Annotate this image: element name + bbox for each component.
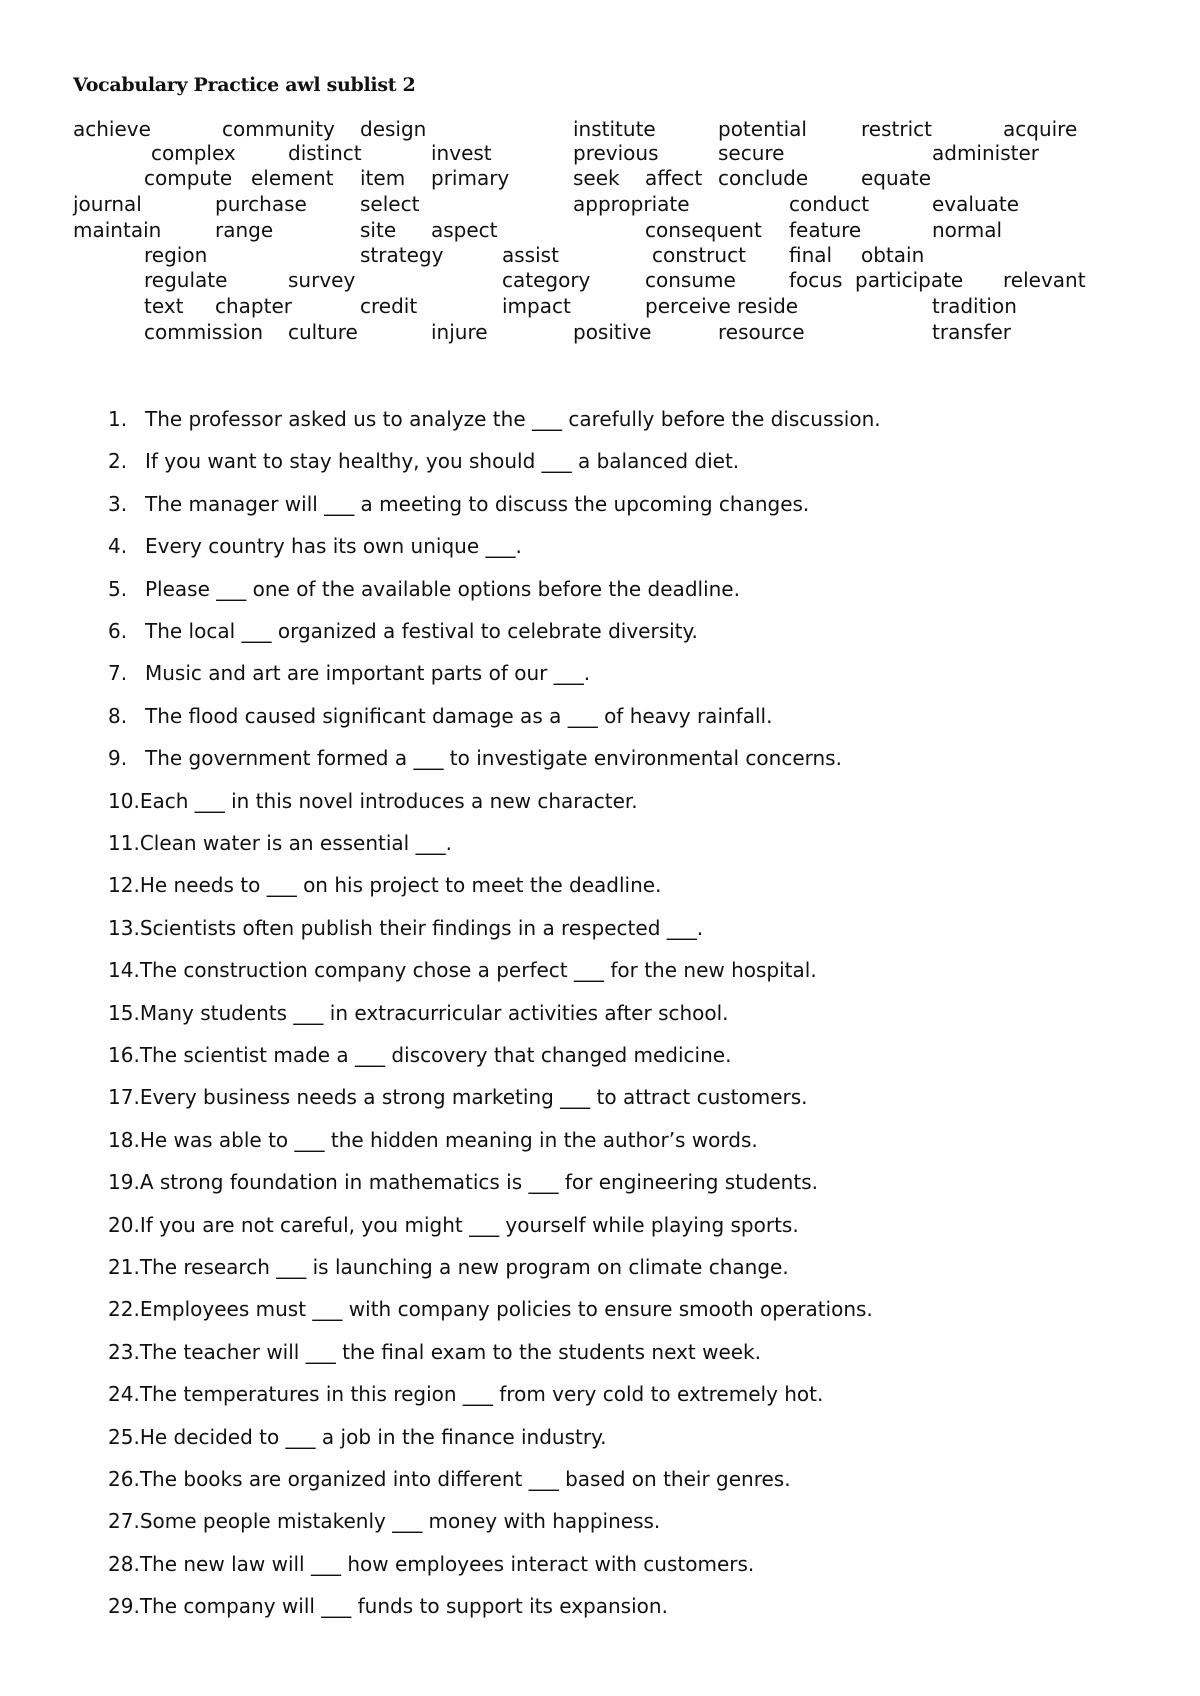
question-item <box>108 1085 808 1109</box>
question-number: 21. <box>108 1255 140 1279</box>
question-text: The research ___ is launching a new program on climate change. <box>139 1255 789 1279</box>
question-item <box>108 916 703 940</box>
word-bank-item: participate <box>855 268 964 292</box>
question-number: 17. <box>108 1085 140 1109</box>
word-bank-item: final <box>789 243 833 267</box>
question-text: Employees must ___ with company policies to ensure smooth operations. <box>139 1297 873 1321</box>
word-bank-item: administer <box>932 141 1040 165</box>
question-text: The scientist made a ___ discovery that changed medicine. <box>139 1043 732 1067</box>
question-number: 13. <box>108 916 140 940</box>
word-bank-item: community <box>222 117 335 141</box>
question-text: He was able to ___ the hidden meaning in the author’s words. <box>139 1128 758 1152</box>
question-item <box>108 619 698 643</box>
question-text: Scientists often publish their findings in a respected ___. <box>139 916 704 940</box>
question-number: 4. <box>108 534 128 558</box>
question-number: 22. <box>108 1297 140 1321</box>
word-bank-item: reside <box>737 294 799 318</box>
word-bank-item: positive <box>573 320 652 344</box>
question-number: 7. <box>108 661 128 685</box>
word-bank-item: aspect <box>431 218 498 242</box>
question-text: Music and art are important parts of our ___. <box>145 661 591 685</box>
question-text: Every country has its own unique ___. <box>145 534 522 558</box>
word-bank-item: site <box>360 218 397 242</box>
question-number: 25. <box>108 1425 140 1449</box>
word-bank-item: text <box>144 294 184 318</box>
word-bank-item: regulate <box>144 268 228 292</box>
word-bank-item: restrict <box>861 117 932 141</box>
word-bank-item: construct <box>652 243 746 267</box>
question-item <box>108 789 638 813</box>
question-text: The government formed a ___ to investigate environmental concerns. <box>145 746 842 770</box>
question-item <box>108 1594 668 1618</box>
question-item <box>108 1213 799 1237</box>
question-text: He needs to ___ on his project to meet the deadline. <box>139 873 662 897</box>
question-item <box>108 746 842 770</box>
word-bank-item: compute <box>144 166 233 190</box>
word-bank-item: region <box>144 243 208 267</box>
question-item <box>108 1297 873 1321</box>
word-bank-item: relevant <box>1003 268 1086 292</box>
word-bank-item: feature <box>789 218 862 242</box>
question-number: 20. <box>108 1213 140 1237</box>
question-number: 10. <box>108 789 140 813</box>
word-bank-item: perceive <box>645 294 731 318</box>
word-bank-item: tradition <box>932 294 1017 318</box>
question-item <box>108 1255 789 1279</box>
question-item <box>108 492 809 516</box>
word-bank-item: primary <box>431 166 510 190</box>
word-bank-item: previous <box>573 141 659 165</box>
word-bank-item: maintain <box>73 218 162 242</box>
question-text: Every business needs a strong marketing ___ to attract customers. <box>139 1085 808 1109</box>
word-bank-item: secure <box>718 141 785 165</box>
word-bank-item: affect <box>645 166 703 190</box>
question-text: The company will ___ funds to support its expansion. <box>139 1594 668 1618</box>
word-bank-item: institute <box>573 117 656 141</box>
question-number: 18. <box>108 1128 140 1152</box>
question-item <box>108 873 661 897</box>
question-text: The flood caused significant damage as a ___ of heavy rainfall. <box>145 704 773 728</box>
word-bank-item: culture <box>288 320 358 344</box>
question-text: He decided to ___ a job in the finance industry. <box>139 1425 607 1449</box>
question-number: 29. <box>108 1594 140 1618</box>
word-bank-item: chapter <box>215 294 292 318</box>
question-text: The manager will ___ a meeting to discuss the upcoming changes. <box>145 492 810 516</box>
word-bank-item: credit <box>360 294 418 318</box>
word-bank-item: appropriate <box>573 192 690 216</box>
word-bank-item: acquire <box>1003 117 1078 141</box>
word-bank-item: item <box>360 166 406 190</box>
question-item <box>108 661 590 685</box>
word-bank-item: focus <box>789 268 843 292</box>
word-bank-item: resource <box>718 320 805 344</box>
question-item <box>108 449 739 473</box>
question-item <box>108 831 452 855</box>
word-bank-item: commission <box>144 320 264 344</box>
question-item <box>108 1552 754 1576</box>
question-number: 28. <box>108 1552 140 1576</box>
question-item <box>108 407 881 431</box>
word-bank-item: evaluate <box>932 192 1020 216</box>
word-bank-item: select <box>360 192 420 216</box>
question-number: 19. <box>108 1170 140 1194</box>
question-number: 9. <box>108 746 128 770</box>
question-item <box>108 1340 761 1364</box>
question-text: The temperatures in this region ___ from very cold to extremely hot. <box>139 1382 824 1406</box>
word-bank-item: invest <box>431 141 492 165</box>
question-text: The professor asked us to analyze the ___ carefully before the discussion. <box>145 407 881 431</box>
word-bank-item: range <box>215 218 274 242</box>
word-bank-item: element <box>251 166 334 190</box>
question-number: 14. <box>108 958 140 982</box>
question-number: 2. <box>108 449 128 473</box>
question-item <box>108 1043 731 1067</box>
question-item <box>108 1467 791 1491</box>
word-bank-item: impact <box>502 294 571 318</box>
question-text: If you are not careful, you might ___ yourself while playing sports. <box>139 1213 799 1237</box>
question-number: 6. <box>108 619 128 643</box>
question-item <box>108 1425 606 1449</box>
question-number: 5. <box>108 577 128 601</box>
question-number: 3. <box>108 492 128 516</box>
word-bank-item: survey <box>288 268 356 292</box>
question-item <box>108 577 740 601</box>
word-bank-item: potential <box>718 117 807 141</box>
word-bank-item: purchase <box>215 192 307 216</box>
question-text: Many students ___ in extracurricular activities after school. <box>139 1001 729 1025</box>
question-number: 8. <box>108 704 128 728</box>
question-text: Please ___ one of the available options before the deadline. <box>145 577 740 601</box>
word-bank-item: normal <box>932 218 1003 242</box>
question-text: A strong foundation in mathematics is ___ for engineering students. <box>139 1170 818 1194</box>
word-bank-item: conduct <box>789 192 870 216</box>
question-item <box>108 704 772 728</box>
word-bank-item: complex <box>151 141 236 165</box>
question-number: 24. <box>108 1382 140 1406</box>
word-bank-item: category <box>502 268 591 292</box>
question-item <box>108 1128 758 1152</box>
question-text: Clean water is an essential ___. <box>139 831 452 855</box>
question-text: If you want to stay healthy, you should ___ a balanced diet. <box>145 449 740 473</box>
word-bank-item: seek <box>573 166 620 190</box>
question-number: 26. <box>108 1467 140 1491</box>
word-bank-item: achieve <box>73 117 151 141</box>
question-text: Some people mistakenly ___ money with happiness. <box>139 1509 661 1533</box>
word-bank-item: equate <box>861 166 932 190</box>
question-number: 1. <box>108 407 128 431</box>
word-bank <box>0 0 1200 360</box>
question-text: The new law will ___ how employees interact with customers. <box>139 1552 755 1576</box>
question-text: The local ___ organized a festival to celebrate diversity. <box>145 619 698 643</box>
question-text: Each ___ in this novel introduces a new character. <box>139 789 638 813</box>
question-text: The teacher will ___ the final exam to the students next week. <box>139 1340 761 1364</box>
question-number: 12. <box>108 873 140 897</box>
word-bank-item: strategy <box>360 243 444 267</box>
question-number: 15. <box>108 1001 140 1025</box>
question-item <box>108 1170 818 1194</box>
word-bank-item: distinct <box>288 141 362 165</box>
word-bank-item: transfer <box>932 320 1011 344</box>
question-item <box>108 1001 729 1025</box>
question-text: The construction company chose a perfect ___ for the new hospital. <box>139 958 817 982</box>
question-text: The books are organized into different ___ based on their genres. <box>139 1467 791 1491</box>
worksheet-title: Vocabulary Practice awl sublist 2 <box>73 74 416 96</box>
question-number: 16. <box>108 1043 140 1067</box>
word-bank-item: injure <box>431 320 488 344</box>
question-number: 11. <box>108 831 140 855</box>
word-bank-item: assist <box>502 243 559 267</box>
word-bank-item: journal <box>73 192 142 216</box>
word-bank-item: design <box>360 117 427 141</box>
word-bank-item: consequent <box>645 218 762 242</box>
word-bank-item: obtain <box>861 243 925 267</box>
question-number: 23. <box>108 1340 140 1364</box>
question-item <box>108 534 522 558</box>
question-item <box>108 1509 660 1533</box>
word-bank-item: conclude <box>718 166 809 190</box>
question-item <box>108 958 817 982</box>
question-number: 27. <box>108 1509 140 1533</box>
question-item <box>108 1382 823 1406</box>
word-bank-item: consume <box>645 268 736 292</box>
